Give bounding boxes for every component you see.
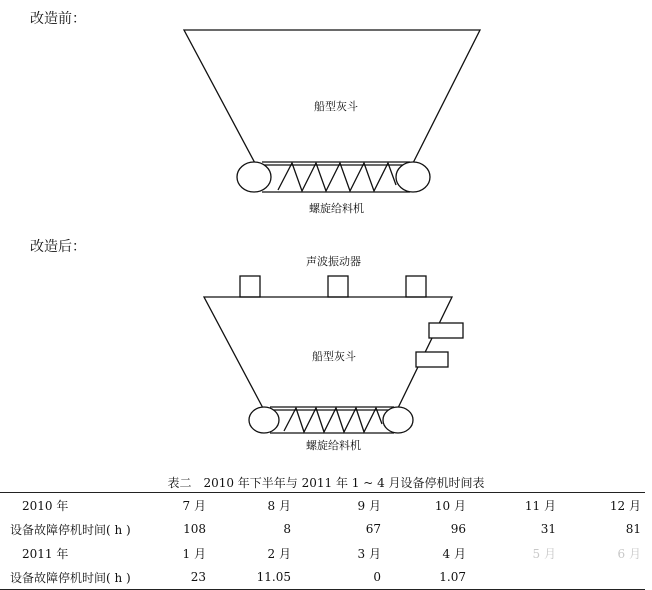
- vibrator-box-3: [406, 276, 426, 297]
- after-feeder-label: 螺旋给料机: [306, 439, 361, 452]
- table-cell: 6 月: [617, 546, 641, 561]
- downtime-table: [0, 492, 645, 590]
- table-cell: 2 月: [267, 546, 291, 561]
- table-cell: 2010 年: [0, 493, 150, 518]
- table-cell: 10 月: [385, 493, 470, 518]
- table-cell: 设备故障停机时间( h ): [10, 522, 131, 537]
- table-cell: 31: [540, 522, 556, 536]
- table-cell: 67: [365, 522, 381, 536]
- vibrator-box-2: [328, 276, 348, 297]
- table-cell: 9 月: [295, 493, 385, 518]
- before-feeder-label: 螺旋给料机: [309, 202, 364, 215]
- table-caption: 表二 2010 年下半年与 2011 年 1 ~ 4 月设备停机时间表: [167, 476, 485, 490]
- table-cell: 8 月: [210, 493, 295, 518]
- before-hopper-shape: [184, 30, 480, 165]
- table-row: [0, 541, 645, 565]
- after-screw-feeder: [249, 407, 413, 433]
- before-screw-feeder: [237, 162, 430, 192]
- after-heading: 改造后：: [30, 239, 86, 255]
- vibrator-box-5: [416, 352, 448, 367]
- table-cell: 0: [295, 565, 385, 590]
- table-cell: [470, 565, 560, 590]
- after-hopper-label: 船型灰斗: [312, 350, 356, 363]
- table-cell: 108: [183, 522, 206, 536]
- table-cell: 1.07: [385, 565, 470, 590]
- table-cell: 11.05: [210, 565, 295, 590]
- table-cell: 96: [450, 522, 466, 536]
- table-cell: 23: [150, 565, 210, 590]
- table-cell: 7 月: [150, 493, 210, 518]
- vibrator-box-1: [240, 276, 260, 297]
- table-cell: 4 月: [442, 546, 466, 561]
- table-cell: [560, 565, 645, 590]
- after-hopper-shape: [204, 297, 452, 410]
- table-cell: 11 月: [470, 493, 560, 518]
- table-cell: 81: [625, 522, 641, 536]
- table-cell: 3 月: [357, 546, 381, 561]
- table-cell: 设备故障停机时间( h ): [0, 565, 150, 590]
- table-row: [0, 565, 645, 590]
- before-hopper-label: 船型灰斗: [314, 100, 358, 113]
- table-row: [0, 517, 645, 541]
- table-cell: 5 月: [532, 546, 556, 561]
- vibrator-box-4: [429, 323, 463, 338]
- table-cell: 8: [283, 522, 291, 536]
- after-vibrator-label: 声波振动器: [306, 255, 361, 268]
- table-row: [0, 493, 645, 518]
- table-cell: 1 月: [182, 546, 206, 561]
- table-cell: 2011 年: [22, 546, 69, 561]
- table-cell: 12 月: [560, 493, 645, 518]
- before-heading: 改造前：: [30, 11, 86, 27]
